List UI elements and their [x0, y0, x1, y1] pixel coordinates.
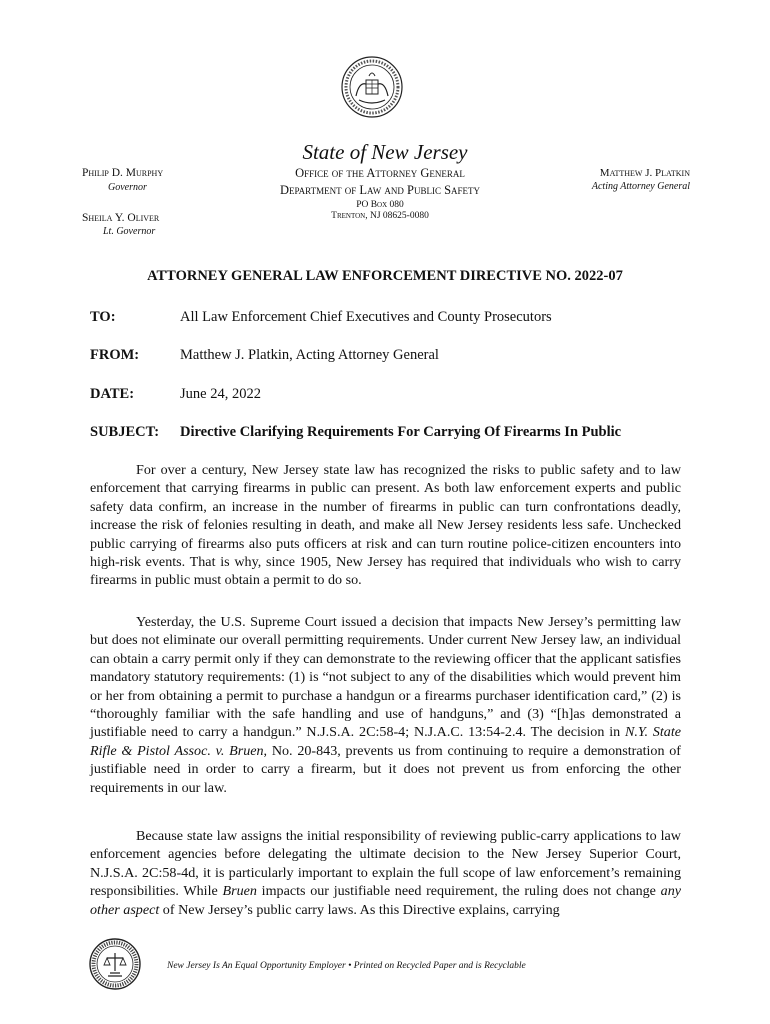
to-label: TO:	[90, 309, 116, 325]
from-label: FROM:	[90, 347, 140, 363]
paragraph-2-text-b: , No. 20-843, prevents us from continuing to require a demonstration of justifiable need in order to carry a firearm, but it does not prevent us from enforcing the other requirements in our law.	[90, 742, 681, 796]
footer-text: New Jersey Is An Equal Opportunity Employer • Printed on Recycled Paper and is Recyclable	[167, 961, 526, 971]
paragraph-2	[90, 613, 681, 797]
paragraph-3	[90, 827, 681, 919]
paragraph-3-text-b: impacts our justifiable need requirement, the ruling does not change	[256, 883, 661, 900]
state-title: State of New Jersey	[302, 140, 468, 164]
case-citation: N.Y. State Rifle & Pistol Assoc. v. Bruen	[90, 724, 681, 759]
paragraph-3-text-a: Because state law assigns the initial responsibility of reviewing public-carry applications to law enforcement agencies before delegating the ultimate decision to the New Jersey Superior Court, N.J.S.A. 2C:58-4d, it is particularly important to explain the full scope of law enforcement’s remaining responsibilities. While	[90, 828, 681, 900]
subject-label: SUBJECT:	[90, 424, 160, 440]
department-seal-icon	[89, 938, 141, 990]
governor-name: Philip D. Murphy	[82, 167, 164, 179]
lt-governor-title: Lt. Governor	[103, 226, 156, 237]
governor-title: Governor	[108, 182, 147, 193]
date-label: DATE:	[90, 386, 135, 402]
paragraph-1	[90, 461, 681, 590]
paragraph-2-text-a: Yesterday, the U.S. Supreme Court issued a decision that impacts New Jersey’s permitting law but does not eliminate our overall permitting requirements. Under current New Jersey law, an individual can obtain a carry permit only if they can demonstrate to the reviewing officer that the applicant satisfies mandatory statutory requirements: (1) is “not subject to any of the disabilities which would prevent him or her from obtaining a permit to purchase a handgun or a firearms purchaser identification card,” (2) is “thoroughly familiar with the safe handling and use of handguns,” and (3) “[h]as demonstrated a justifiable need to carry a handgun.” N.J.S.A. 2C:58-4; N.J.A.C. 13:54-2.4. The decision in	[90, 614, 681, 741]
state-seal-icon	[341, 56, 403, 118]
paragraph-1-text: For over a century, New Jersey state law has recognized the risks to public safety and to law enforcement that carrying firearms in public can present. As both law enforcement experts and public safety data confirm, an increase in the number of firearms in public can turn confrontations deadly, increase the risk of felonies resulting in death, and make all New Jersey residents less safe. Unchecked public carrying of firearms also puts officers at risk and can turn routine police-citizen encounters into high-risk events. That is why, since 1905, New Jersey has required that individuals who wish to carry firearms in public must obtain a permit to do so.	[90, 462, 681, 589]
city-line: Trenton, NJ 08625-0080	[331, 211, 429, 221]
department-line: Department of Law and Public Safety	[279, 183, 481, 197]
date-value: June 24, 2022	[180, 386, 261, 402]
lt-governor-name: Sheila Y. Oliver	[82, 212, 160, 224]
office-line: Office of the Attorney General	[295, 166, 465, 180]
bruen-italic: Bruen	[222, 883, 257, 900]
ag-title: Acting Attorney General	[591, 181, 690, 192]
po-box: PO Box 080	[356, 200, 404, 210]
to-value: All Law Enforcement Chief Executives and County Prosecutors	[180, 309, 552, 325]
emphasis-any-other-aspect: any other aspect	[90, 883, 682, 918]
directive-title: ATTORNEY GENERAL LAW ENFORCEMENT DIRECTIVE NO. 2022-07	[147, 268, 623, 284]
from-value: Matthew J. Platkin, Acting Attorney General	[180, 347, 439, 363]
paragraph-3-text-c: of New Jersey’s public carry laws. As this Directive explains, carrying	[159, 901, 560, 918]
ag-name: Matthew J. Platkin	[599, 167, 690, 179]
subject-value: Directive Clarifying Requirements For Carrying Of Firearms In Public	[180, 424, 622, 440]
